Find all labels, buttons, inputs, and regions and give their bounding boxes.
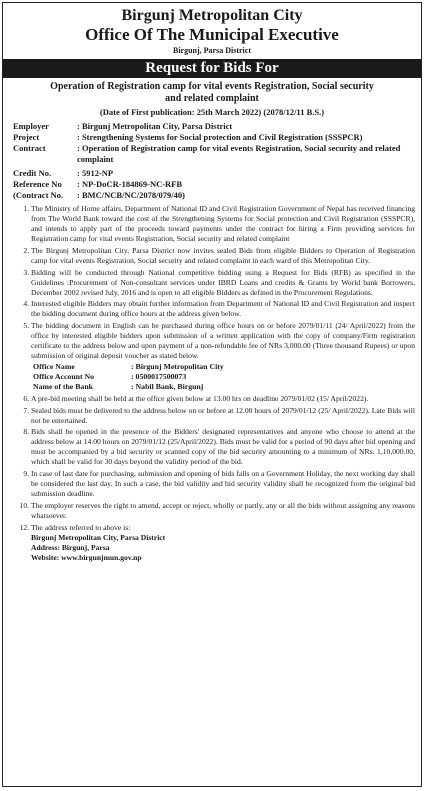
- clause-9: 9. In case of last date for purchasing, submission and opening of bids falls on a Government Holiday, the next working day shall be considered the last day. In such a case, the bid validity and bid security validity shall be recognized from the original bid submission deadline.: [31, 469, 415, 499]
- meta-row: [13, 190, 407, 201]
- meta-key: Contract: [13, 143, 46, 153]
- meta-key: Project: [13, 132, 40, 142]
- meta-row: [13, 132, 407, 143]
- meta-value: : NP-DoCR-184869-NC-RFB: [77, 179, 183, 189]
- meta-value: : Birgunj Metropolitan City, Parsa District: [77, 121, 233, 131]
- clause-4: 4. Interested eligible Bidders may obtain further information from Department of National ID and Civil Registration and inspect the bidding document during office hours at the address given below.: [31, 299, 415, 319]
- meta-row: [13, 165, 407, 179]
- address-line-1: Birgunj Metropolitan City, Parsa District: [31, 532, 166, 542]
- meta-value: : 5912-NP: [77, 168, 114, 178]
- notice-clauses: [9, 204, 415, 563]
- bank-details-table: [33, 362, 224, 392]
- bank-row: [33, 382, 224, 392]
- clause-8: 8. Bids shall be opened in the presence of the Bidders' designated representatives and anyone who choose to attend at the address below at 14.00 hours on 2079/01/12 (25/April/2022). Bids must be valid for a period of 90 days after bid opening and must be accompanied by a bid security or scanned copy of the bid security amounting to a minimum of NRs. 1,10,000.00, which shall be valid for 30 days beyond the validity period of the bid.: [31, 427, 415, 467]
- publication-date: (Date of First publication: 25th March 2022) (2078/12/11 B.S.): [99, 107, 325, 117]
- meta-row: [13, 121, 407, 132]
- clause-5: [31, 321, 415, 392]
- clause-1: 1. The Ministry of Home affairs, Department of National ID and Civil Registration Government of Nepal has received financing from The World Bank toward the cost of the Strengthening Systems for Social protection and Civil Registration (SSSPCR), and intends to apply part of the proceeds toward payments under the contract for hiring a Firm providing services for Registration camp for vital events Registration, Social security and related complaint: [31, 204, 415, 244]
- website-line: Website: www.birgunjmun.gov.np: [31, 552, 142, 562]
- clause-12-text: The address referred to above is:: [31, 522, 131, 532]
- meta-row: [13, 179, 407, 190]
- clause-5-text: The bidding document in English can be purchased during office hours on or before 2079/01/11 (24/ April/2022) from the office by interested eligible bidders upon submission of a written application with the copy of company/Firm registration certificate to the address below and upon payment of a non-refundable fee of NRs 3,000.00 (Three thousand Rupees) or upon submission of original deposit voucher as stated below.: [31, 321, 415, 361]
- meta-value: : Strengthening Systems for Social protection and Civil Registration (SSSPCR): [77, 132, 363, 142]
- office-name: Office Of The Municipal Executive: [85, 25, 339, 44]
- bank-value: : Nabil Bank, Birgunj: [131, 382, 204, 392]
- org-name: Birgunj Metropolitan City: [121, 7, 303, 24]
- bank-row: [33, 372, 224, 382]
- bank-row: [33, 362, 224, 372]
- clause-10: 10. The employer reserves the right to amend, accept or reject, wholly or partly, any or all the bids without assigning any reasons whatsoever.: [31, 501, 415, 521]
- address-line-2: Address: Birgunj, Parsa: [31, 542, 110, 552]
- bank-key: Office Name: [33, 362, 75, 372]
- clause-7: 7. Sealed bids must be delivered to the address below on or before at 12.00 hours of 2079/01/12 (25/ April/2022). Late Bids will not be entertained.: [31, 406, 415, 426]
- meta-value: : Operation of Registration camp for vital events Registration, Social security and related complaint: [77, 143, 401, 164]
- notice-title-line-1: Operation of Registration camp for vital events Registration, Social security: [50, 81, 374, 92]
- clause-12: [31, 523, 415, 563]
- bank-value: : Birgunj Metropolitan City: [131, 362, 224, 372]
- meta-key: (Contract No.: [13, 190, 64, 200]
- clause-3: 3. Bidding will be conducted through National competitive bidding using a Request for Bids (RFB) as specified in the Guidelines :Procurement of Non-consultant services under IBRD Loans and credits & Grants by World bank Borrowers, December 2002 revised July, 2016 and is open to all eligible Bidders as defined in the Procurement Regulations.: [31, 268, 415, 298]
- meta-key: Employer: [13, 121, 49, 131]
- notice-page: [2, 2, 422, 787]
- bank-value: : 0500017500073: [131, 372, 187, 382]
- contract-meta-table: [13, 121, 407, 201]
- request-banner: Request for Bids For: [3, 59, 421, 78]
- notice-title-line-2: and related complaint: [165, 93, 259, 104]
- bank-key: Name of the Bank: [33, 382, 93, 392]
- meta-value: : BMC/NCB/NC/2078/079/40): [77, 190, 185, 200]
- clause-2: 2. The Birgunj Metropolitan City, Parsa District now invites sealed Bids from eligible Bidders to Operation of Registration camp for vital events Registration, Social security and related complaint in each ward of this Metropolitan City.: [31, 246, 415, 266]
- clause-6: 6. A pre-bid meeting shall be held at the office given below at 13.00 hrs on deadline 2079/01/02 (15/ April/2022).: [31, 394, 415, 404]
- meta-row: [13, 143, 407, 165]
- office-location: Birgunj, Parsa District: [173, 46, 251, 55]
- meta-key: Reference No: [13, 179, 62, 189]
- meta-key: Credit No.: [13, 168, 52, 178]
- bank-key: Office Account No: [33, 372, 95, 382]
